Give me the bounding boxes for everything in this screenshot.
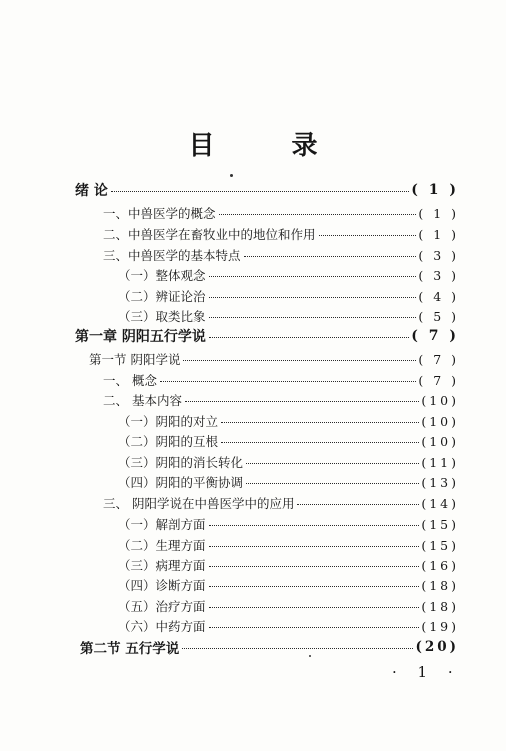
toc-entry-page: (15) — [421, 537, 459, 553]
toc-entry-19 — [118, 575, 459, 595]
toc-entry-intro — [75, 180, 459, 200]
toc-entry-label: （二）辨证论治 — [118, 289, 206, 304]
toc-entry-16 — [118, 514, 459, 534]
leader-dots — [209, 288, 417, 298]
toc-entry-label: 第一章 阴阳五行学说 — [75, 329, 206, 345]
ink-speck — [230, 174, 233, 177]
leader-dots — [185, 392, 419, 402]
toc-entry-page: ( 4 ) — [418, 288, 459, 304]
leader-dots — [160, 372, 416, 382]
toc-entry-label: 三、 阴阳学说在中兽医学中的应用 — [103, 496, 295, 511]
leader-dots — [221, 433, 419, 443]
toc-entry-page: (10) — [421, 433, 459, 449]
leader-dots — [319, 226, 417, 236]
toc-entry-section-1 — [89, 349, 459, 369]
toc-entry-9 — [103, 370, 459, 390]
toc-entry-4 — [118, 265, 459, 285]
toc-entry-label: 第二节 五行学说 — [80, 641, 180, 657]
leader-dots — [297, 495, 419, 505]
leader-dots — [244, 247, 417, 257]
toc-entry-page: (10) — [421, 392, 459, 408]
toc-entry-page: ( 1 ) — [418, 205, 459, 221]
leader-dots — [183, 351, 416, 361]
toc-entry-label: （四）诊断方面 — [118, 578, 206, 593]
toc-entry-label: 三、中兽医学的基本特点 — [103, 248, 241, 263]
toc-entry-page: (15) — [421, 516, 459, 532]
toc-entry-15 — [103, 493, 459, 513]
toc-entry-label: （三）病理方面 — [118, 558, 206, 573]
toc-entry-page: ( 7 ) — [418, 372, 459, 388]
toc-entry-page: (18) — [421, 598, 459, 614]
toc-entry-page: (19) — [421, 618, 459, 634]
toc-entry-17 — [118, 535, 459, 555]
leader-dots — [219, 205, 417, 215]
toc-entry-5 — [118, 286, 459, 306]
leader-dots — [246, 454, 419, 464]
leader-dots — [209, 577, 420, 587]
toc-entry-page: (11) — [421, 454, 459, 470]
toc-entry-page: (14) — [421, 495, 459, 511]
toc-entry-label: （一）阴阳的对立 — [118, 414, 219, 429]
toc-entry-18 — [118, 555, 459, 575]
toc-entry-12 — [118, 431, 459, 451]
leader-dots — [209, 516, 420, 526]
page-title: 目 录 — [188, 131, 352, 161]
toc-entry-page: ( 7 ) — [411, 328, 459, 344]
toc-entry-label: （二）阴阳的互根 — [118, 434, 219, 449]
leader-dots — [209, 598, 420, 608]
toc-entry-3 — [103, 245, 459, 265]
leader-dots — [182, 639, 413, 649]
toc-entry-page: ( 7 ) — [418, 351, 459, 367]
toc-entry-page: (16) — [421, 557, 459, 573]
toc-entry-13 — [118, 452, 459, 472]
leader-dots — [209, 328, 409, 338]
leader-dots — [209, 537, 420, 547]
toc-entry-page: ( 3 ) — [418, 267, 459, 283]
leader-dots — [209, 267, 417, 277]
toc-entry-label: （三）取类比象 — [118, 309, 206, 324]
toc-entry-20 — [118, 596, 459, 616]
toc-entry-11 — [118, 411, 459, 431]
page-number: · 1 · — [392, 663, 461, 681]
toc-entry-label: 二、中兽医学在畜牧业中的地位和作用 — [103, 227, 316, 242]
toc-entry-2 — [103, 224, 459, 244]
toc-entry-label: （五）治疗方面 — [118, 599, 206, 614]
leader-dots — [209, 557, 420, 567]
toc-entry-page: (10) — [421, 413, 459, 429]
toc-entry-label: （三）阴阳的消长转化 — [118, 455, 244, 470]
ink-speck — [309, 655, 311, 657]
toc-entry-6 — [118, 306, 459, 326]
toc-entry-chapter-1 — [75, 326, 459, 346]
leader-dots — [209, 308, 417, 318]
toc-entry-label: 绪 论 — [75, 183, 108, 199]
toc-entry-label: （六）中药方面 — [118, 619, 206, 634]
leader-dots — [221, 413, 419, 423]
toc-entry-section-2 — [80, 637, 459, 657]
toc-entry-label: 一、 概念 — [103, 373, 157, 388]
toc-entry-label: （一）解剖方面 — [118, 517, 206, 532]
toc-entry-page: (20) — [415, 639, 459, 655]
toc-entry-label: 一、中兽医学的概念 — [103, 206, 216, 221]
toc-entry-page: (13) — [421, 474, 459, 490]
toc-entry-page: ( 1 ) — [418, 226, 459, 242]
toc-entry-page: ( 5 ) — [418, 308, 459, 324]
toc-entry-label: 第一节 阴阳学说 — [89, 352, 181, 367]
leader-dots — [209, 618, 420, 628]
toc-entry-label: （四）阴阳的平衡协调 — [118, 475, 244, 490]
toc-entry-page: ( 3 ) — [418, 247, 459, 263]
leader-dots — [246, 474, 419, 484]
toc-entry-10 — [103, 390, 459, 410]
toc-entry-page: ( 1 ) — [411, 182, 459, 198]
leader-dots — [111, 182, 409, 192]
toc-entry-1 — [103, 203, 459, 223]
toc-entry-14 — [118, 472, 459, 492]
toc-entry-label: （一）整体观念 — [118, 268, 206, 283]
toc-entry-label: 二、 基本内容 — [103, 393, 182, 408]
toc-entry-label: （二）生理方面 — [118, 538, 206, 553]
toc-entry-21 — [118, 616, 459, 636]
toc-entry-page: (18) — [421, 577, 459, 593]
